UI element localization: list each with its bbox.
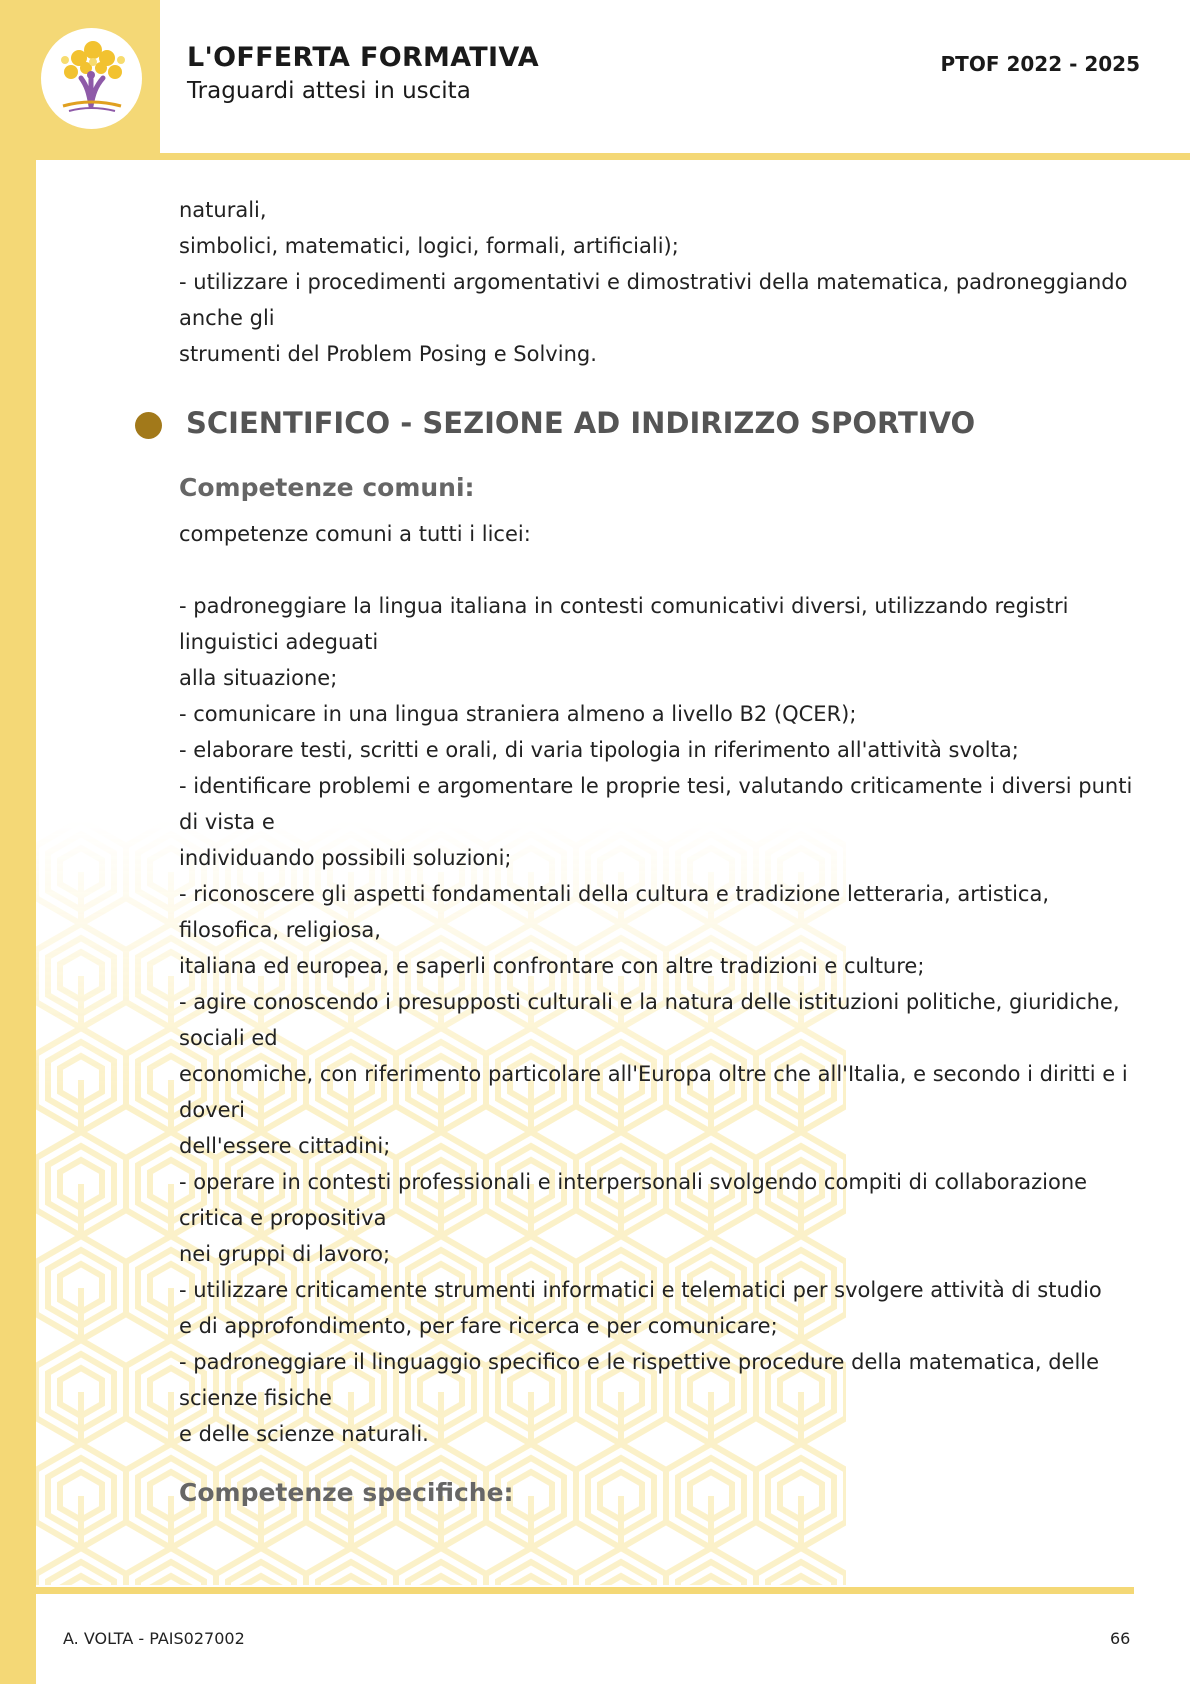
text-line: critica e propositiva <box>179 1206 387 1230</box>
text-line: scienze fisiche <box>179 1386 332 1410</box>
text-line: strumenti del Problem Posing e Solving. <box>179 342 597 366</box>
text-line: sociali ed <box>179 1026 278 1050</box>
text-line: dell'essere cittadini; <box>179 1134 391 1158</box>
text-line: - comunicare in una lingua straniera almeno a livello B2 (QCER); <box>179 702 857 726</box>
text-line: linguistici adeguati <box>179 630 379 654</box>
text-line: individuando possibili soluzioni; <box>179 846 512 870</box>
school-logo <box>41 28 142 129</box>
text-line: naturali, <box>179 198 267 222</box>
text-line: e di approfondimento, per fare ricerca e per comunicare; <box>179 1314 778 1338</box>
competenze-comuni-heading: Competenze comuni: <box>179 473 475 502</box>
footer-school-code: A. VOLTA - PAIS027002 <box>63 1629 245 1648</box>
tree-logo-icon <box>41 28 142 129</box>
text-line: simbolici, matematici, logici, formali, artificiali); <box>179 234 679 258</box>
text-line: - identificare problemi e argomentare le proprie tesi, valutando criticamente i diversi punti <box>179 774 1133 798</box>
page-number: 66 <box>1110 1629 1131 1648</box>
competenze-comuni-text <box>179 516 1139 1452</box>
page-subtitle: Traguardi attesi in uscita <box>187 78 471 104</box>
text-line: competenze comuni a tutti i licei: <box>179 522 531 546</box>
text-line: filosofica, religiosa, <box>179 918 381 942</box>
text-line: - padroneggiare la lingua italiana in contesti comunicativi diversi, utilizzando registri <box>179 594 1069 618</box>
text-line: - agire conoscendo i presupposti culturali e la natura delle istituzioni politiche, giuridiche, <box>179 990 1120 1014</box>
header-divider <box>36 153 1190 160</box>
paragraph-gap <box>179 552 1139 588</box>
text-line: - operare in contesti professionali e interpersonali svolgendo compiti di collaborazione <box>179 1170 1088 1194</box>
text-line: anche gli <box>179 306 275 330</box>
text-line: nei gruppi di lavoro; <box>179 1242 391 1266</box>
competenze-specifiche-heading: Competenze specifiche: <box>179 1478 514 1507</box>
page-title: L'OFFERTA FORMATIVA <box>187 42 539 73</box>
ptof-label: PTOF 2022 - 2025 <box>940 52 1140 76</box>
text-line: e delle scienze naturali. <box>179 1422 429 1446</box>
text-line: doveri <box>179 1098 245 1122</box>
text-line: - padroneggiare il linguaggio specifico e le rispettive procedure della matematica, delle <box>179 1350 1100 1374</box>
text-line: - elaborare testi, scritti e orali, di varia tipologia in riferimento all'attività svolta; <box>179 738 1019 762</box>
section-title: SCIENTIFICO - SEZIONE AD INDIRIZZO SPORTIVO <box>186 406 976 440</box>
intro-text <box>179 192 1128 372</box>
text-line: - utilizzare criticamente strumenti informatici e telematici per svolgere attività di studio <box>179 1278 1102 1302</box>
text-line: alla situazione; <box>179 666 338 690</box>
text-line: - utilizzare i procedimenti argomentativi e dimostrativi della matematica, padroneggiando <box>179 270 1128 294</box>
footer-divider <box>36 1587 1134 1594</box>
text-line: - riconoscere gli aspetti fondamentali della cultura e tradizione letteraria, artistica, <box>179 882 1050 906</box>
text-line: di vista e <box>179 810 275 834</box>
text-line: economiche, con riferimento particolare all'Europa oltre che all'Italia, e secondo i diritti e i <box>179 1062 1128 1086</box>
text-line: italiana ed europea, e saperli confrontare con altre tradizioni e culture; <box>179 954 925 978</box>
section-bullet-icon <box>135 412 162 439</box>
left-decorative-band <box>0 0 36 1684</box>
